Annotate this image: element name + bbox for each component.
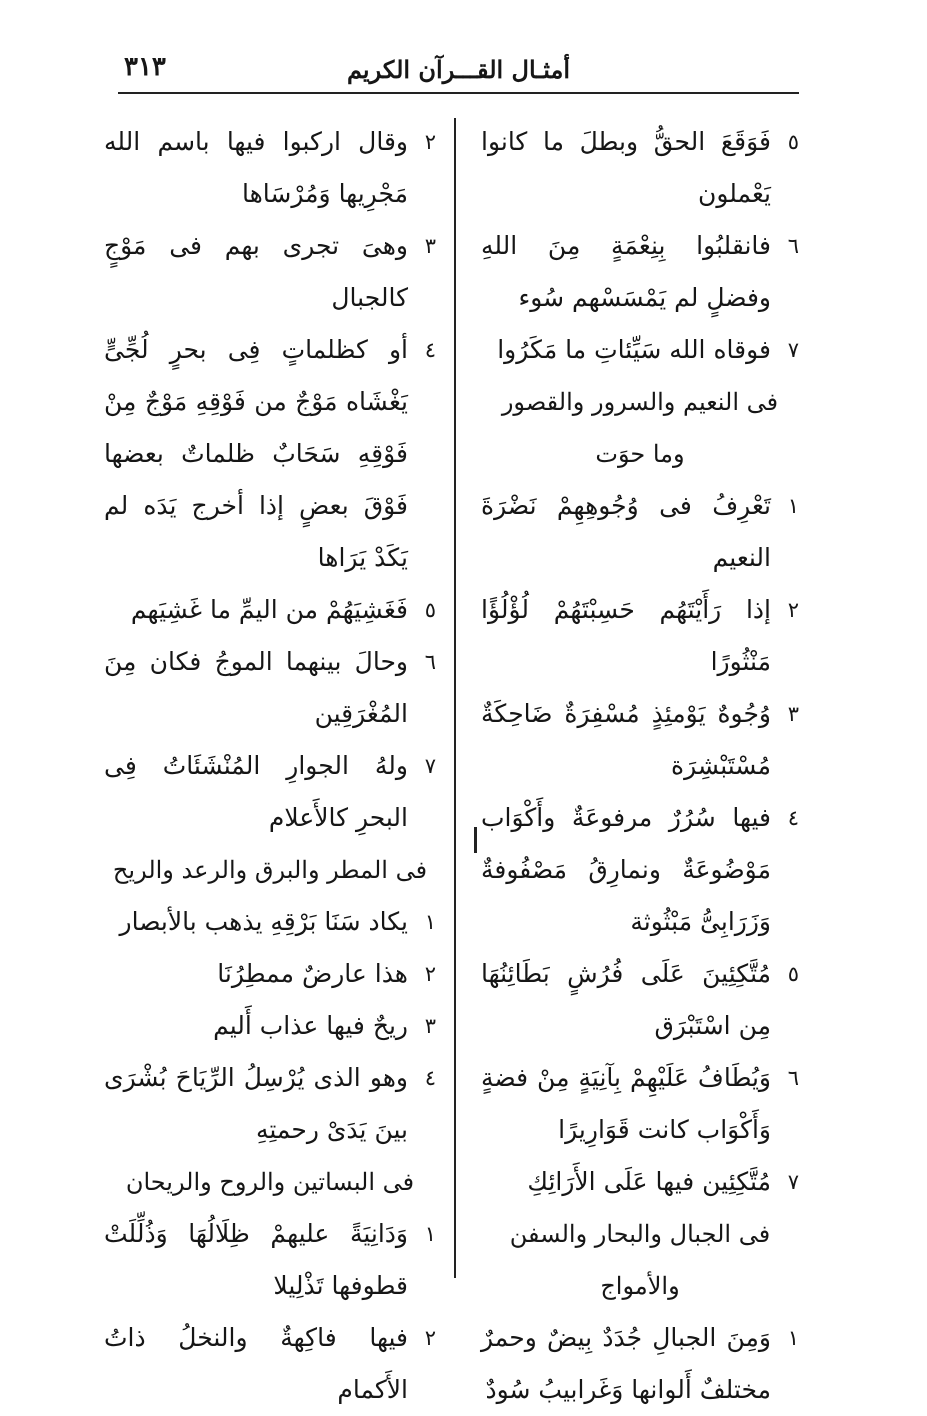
verse-text: فَغَشِيَهُمْ من اليمِّ ما غَشِيَهم [130,595,408,624]
column-divider [454,118,456,1278]
verse-entry [104,220,436,324]
section-heading: فى البساتين والروح والريحان [125,1168,415,1196]
verse-number: ١ [424,1222,436,1246]
verse-entry [104,1312,436,1416]
verse-text: ريحٌ فيها عذاب أَليم [213,1011,408,1040]
verse-entry [104,116,436,220]
section-heading: فى النعيم والسرور والقصور [501,388,779,416]
left-column [104,116,436,1416]
verse-number: ١ [787,494,799,518]
verse-text: وحالَ بينهما الموجُ فكان مِنَ المُغْرَقِين [104,647,408,728]
verse-text: وهو الذى يُرْسِلُ الرِّيَاحَ بُشْرَى بينَ يَدَىْ رحمتِهِ [104,1063,408,1144]
verse-entry [104,584,436,636]
verse-entry [481,1156,799,1208]
verse-number: ٣ [424,234,436,258]
section-heading: فى المطر والبرق والرعد والريح [112,856,428,884]
verse-entry [481,116,799,220]
verse-text: أو كظلماتٍ فِى بحرٍ لُجِّىٍّ يَغْشَاه مَوْجٌ من فَوْقِهِ مَوْجٌ مِنْ فَوْقِهِ سَحَابٌ ظلماتٌ بعضها فَوْقَ بعضٍ إذا أخرج يَدَه لم يَكَدْ يَرَاها [104,335,408,572]
verse-entry [104,636,436,740]
verse-number: ١ [787,1326,799,1350]
margin-marker [474,827,477,853]
verse-text: وَدَانِيَةً عليهمْ ظِلَالُهَا وَذُلِّلَتْ قطوفها تَذْلِيلا [104,1219,408,1300]
verse-number: ٣ [424,1014,436,1038]
verse-text: مُتَّكِئِين فيها عَلَى الأَرَائِكِ [527,1167,771,1196]
verse-entry [104,324,436,584]
verse-text: وُجُوهٌ يَوْمئِذٍ مُسْفِرَةٌ ضَاحِكَةٌ مُسْتَبْشِرَة [481,699,771,780]
verse-text: هذا عارضٌ ممطِرُنَا [217,959,408,988]
section-heading: فى الجبال والبحار والسفن والأمواج [509,1220,771,1300]
verse-entry [104,740,436,844]
verse-number: ٥ [787,962,799,986]
verse-text: فانقلبُوا بِنِعْمَةٍ مِنَ اللهِ وفضلٍ لم يَمْسَسْهم سُوء [481,231,771,312]
verse-number: ٤ [424,1066,436,1090]
verse-number: ٥ [787,130,799,154]
verse-entry [481,688,799,792]
verse-entry [104,1000,436,1052]
verse-text: مُتَّكِئِينَ عَلَى فُرُشٍ بَطَائِنُهَا مِن اسْتَبْرَق [481,959,771,1040]
verse-number: ٣ [787,702,799,726]
verse-text: ولهُ الجوارِ المُنْشَئَاتُ فِى البحرِ كالأَعلام [104,751,408,832]
verse-number: ٢ [424,1326,436,1350]
right-column [481,116,799,1416]
verse-number: ٢ [424,130,436,154]
verse-text: يكاد سَنَا بَرْقِهِ يذهب بالأبصار [119,907,408,936]
verse-text: فيها سُرُرٌ مرفوعَةٌ وأَكْوَاب مَوْضُوعَةٌ ونمارِقُ مَصْفُوفةٌ وَزَرَابِىُّ مَبْثُوثة [481,803,771,936]
verse-text: فوقاه الله سَيِّئاتِ ما مَكَرُوا [497,335,771,364]
verse-number: ١ [424,910,436,934]
verse-text: وهىَ تجرى بهم فى مَوْجٍ كالجبال [104,231,408,312]
page-header [118,46,799,94]
verse-text: فيها فاكِهةٌ والنخلُ ذاتُ الأَكمام [104,1323,408,1404]
verse-text: وقال اركبوا فيها باسم الله مَجْرِيها وَمُرْسَاها [104,127,408,208]
verse-entry [481,480,799,584]
verse-number: ٧ [787,1170,799,1194]
verse-entry [481,220,799,324]
verse-text: إذا رَأَيْتَهُم حَسِبْتَهُمْ لُؤْلُؤًا مَنْثُورًا [481,595,771,676]
verse-number: ٢ [787,598,799,622]
verse-number: ٦ [787,1066,799,1090]
verse-entry [481,792,799,948]
verse-number: ٤ [424,338,436,362]
verse-number: ٦ [787,234,799,258]
verse-number: ٧ [424,754,436,778]
verse-number: ٦ [424,650,436,674]
verse-number: ٧ [787,338,799,362]
verse-entry [104,896,436,948]
verse-entry [104,1208,436,1312]
verse-entry [481,584,799,688]
verse-text: وَيُطَافُ عَلَيْهِمْ بِآنِيَةٍ مِنْ فضةٍ وَأَكْوَاب كانت قَوَارِيرًا [481,1063,771,1144]
verse-text: وَمِنَ الجبالِ جُدَدٌ بِيضٌ وحمرٌ مختلفٌ أَلوانها وَغَرابيبُ سُودٌ [481,1323,771,1404]
verse-entry [104,948,436,1000]
verse-number: ٤ [787,806,799,830]
verse-entry [481,1052,799,1156]
verse-entry [104,1052,436,1156]
verse-entry [481,1312,799,1416]
section-heading: وما حوَت [595,440,685,468]
verse-entry [481,948,799,1052]
running-title: أمثـال القـــرآن الكريم [346,54,571,84]
verse-number: ٢ [424,962,436,986]
verse-entry [481,324,799,376]
verse-number: ٥ [424,598,436,622]
verse-text: تَعْرِفُ فى وُجُوهِهِمْ نَضْرَةَ النعيم [481,491,771,572]
verse-text: فَوَقَعَ الحقُّ وبطلَ ما كانوا يَعْملون [481,127,771,208]
page-number: ٣١٣ [124,52,166,82]
